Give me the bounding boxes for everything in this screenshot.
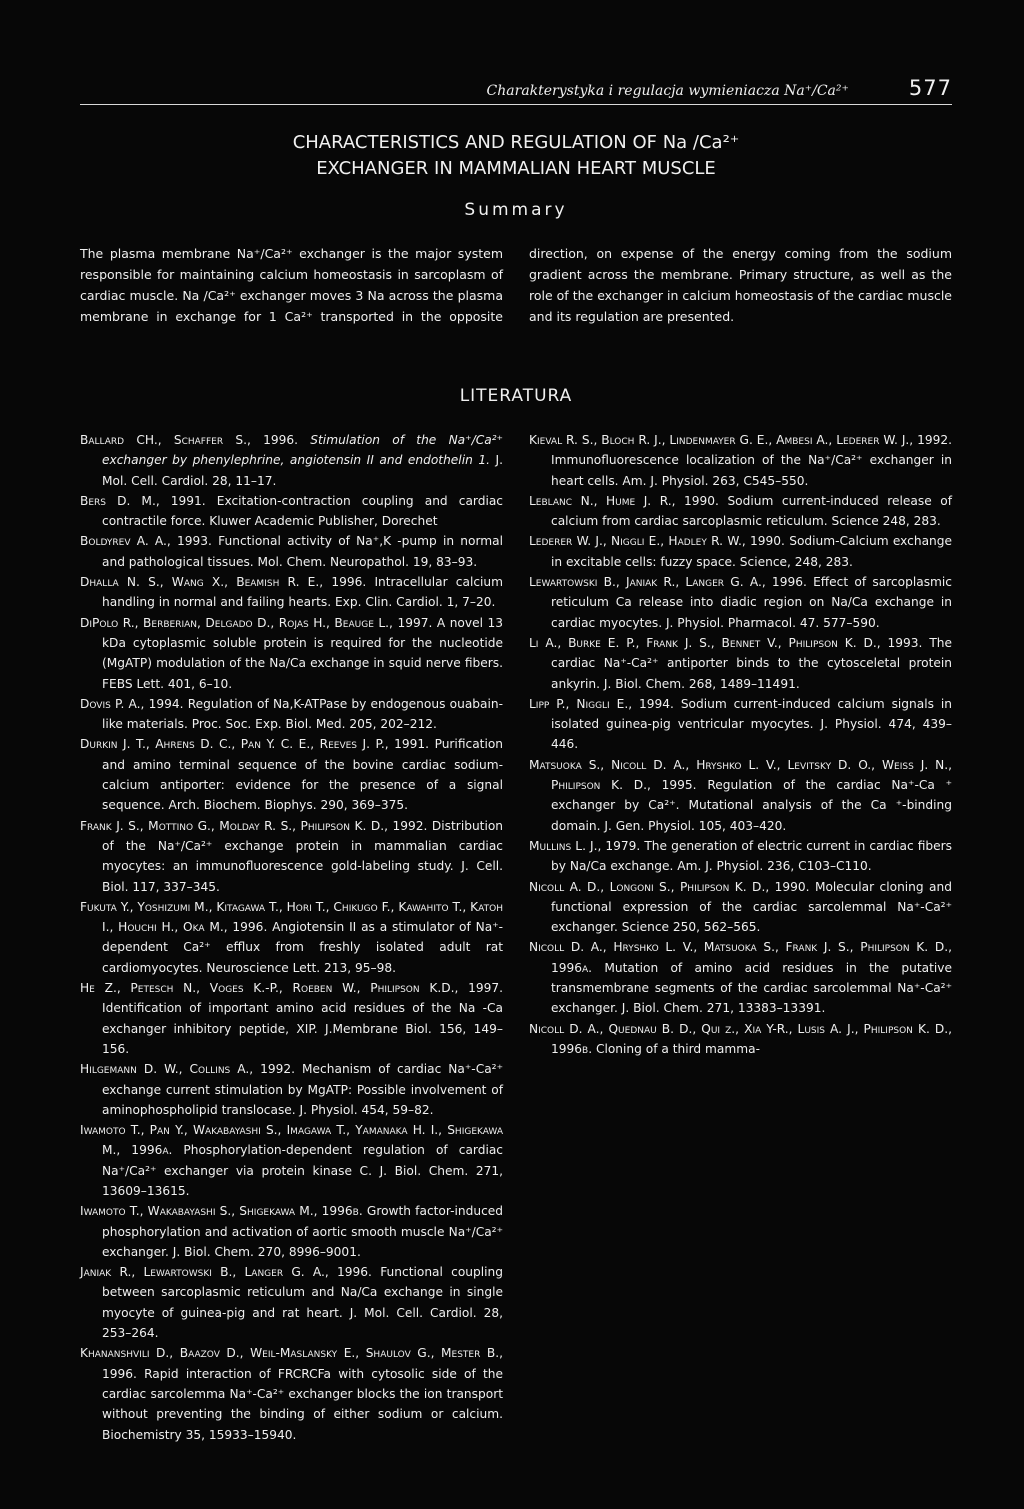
reference-item [80, 734, 503, 815]
reference-source: Regulation of Na,K-ATPase by endogenous ouabain-like materials. Proc. Soc. Exp. Biol. Med. 205, 202–212. [102, 696, 503, 732]
reference-authors: Fukuta Y., Yoshizumi M., Kitagawa T., Hori T., Chikugo F., Kawahito T., Katoh I., Houchi H., Oka M., 1996. [80, 899, 503, 935]
reference-item [529, 491, 952, 532]
reference-source: The generation of electric current in cardiac fibers by Na/Ca exchange. Am. J. Physiol. 236, C103–C110. [551, 838, 952, 874]
paper-title [80, 130, 952, 182]
reference-authors: Dhalla N. S., Wang X., Beamish R. E., 1996. [80, 575, 367, 590]
reference-source: Distribution of the Na⁺/Ca²⁺ exchange protein in mammalian cardiac myocytes: an immunofluorescence gold-labeling study. J. Cell. Biol. 117, 337–345. [102, 818, 504, 894]
reference-source: Intracellular calcium handling in normal and failing hearts. Exp. Clin. Cardiol. 1, 7–20. [102, 575, 504, 610]
reference-authors: Hilgemann D. W., Collins A., 1992. [80, 1062, 296, 1077]
reference-item [80, 491, 503, 532]
reference-source: Sodium current-induced release of calcium from cardiac sarcoplasmic reticulum. Science 248, 283. [551, 493, 952, 529]
reference-authors: Nicoll D. A., Quednau B. D., Qui z., Xia Y-R., Lusis A. J., Philipson K. D., 1996b. [529, 1021, 952, 1056]
reference-item [80, 1262, 503, 1343]
reference-authors: Lipp P., Niggli E., 1994. [529, 696, 674, 711]
reference-authors: Li A., Burke E. P., Frank J. S., Bennet V., Philipson K. D., 1993. [529, 635, 923, 650]
reference-authors: He Z., Petesch N., Voges K.-P., Roeben W., Philipson K.D., 1997. [80, 981, 503, 996]
summary-heading: Summary [464, 200, 568, 220]
reference-item [80, 694, 503, 735]
reference-item [529, 877, 952, 938]
reference-source: Angiotensin II as a stimulator of Na⁺-dependent Ca²⁺ efflux from freshly isolated adult rat cardiomyocytes. Neuroscience Lett. 213, 95–98. [102, 920, 504, 975]
reference-source: Molecular cloning and functional expression of the cardiac sarcolemmal Na⁺-Ca²⁺ exchanger. Science 250, 562–565. [551, 879, 952, 935]
reference-authors: Ballard CH., Schaffer S., 1996. [80, 433, 299, 447]
reference-source: Rapid interaction of FRCRCFa with cytosolic side of the cardiac sarcolemma Na⁺-Ca²⁺ exchanger blocks the ion transport without preventing the binding of either sodium or calcium. Biochemistry 35, 15933–15940. [102, 1366, 503, 1442]
reference-item [529, 694, 952, 755]
reference-authors: Iwamoto T., Wakabayashi S., Shigekawa M., 1996b. [80, 1204, 363, 1219]
reference-source: Effect of sarcoplasmic reticulum Ca release into diadic region on Na/Ca exchange in cardiac myocytes. J. Physiol. Pharmacol. 47. 577–590. [551, 575, 952, 630]
summary-body [80, 243, 952, 327]
reference-item [80, 897, 503, 978]
reference-authors: Nicoll A. D., Longoni S., Philipson K. D., 1990. [529, 879, 810, 894]
reference-source: J. Mol. Cell. Cardiol. 28, 11–17. [102, 453, 504, 488]
reference-authors: Dovis P. A., 1994. [80, 696, 184, 711]
reference-authors: Frank J. S., Mottino G., Molday R. S., Philipson K. D., 1992. [80, 818, 428, 833]
reference-authors: Iwamoto T., Pan Y., Wakabayashi S., Imagawa T., Yamanaka H. I., Shigekawa M., 1996a. [80, 1123, 503, 1158]
reference-source: Mechanism of cardiac Na⁺-Ca²⁺ exchange current stimulation by MgATP: Possible involvement of aminophospholipid translocase. J. Physiol. 454, 59–82. [102, 1062, 504, 1117]
reference-authors: Boldyrev A. A., 1993. [80, 534, 212, 549]
reference-item [529, 1019, 952, 1060]
reference-authors: Janiak R., Lewartowski B., Langer G. A., 1996. [80, 1265, 372, 1280]
reference-source: Identification of important amino acid residues of the Na -Ca exchanger inhibitory peptide, XIP. J.Membrane Biol. 156, 149–156. [102, 1001, 503, 1056]
reference-item [80, 1343, 503, 1444]
page-header [80, 76, 952, 105]
reference-source: Excitation-contraction coupling and cardiac contractile force. Kluwer Academic Publisher, Dorechet [102, 493, 504, 529]
reference-item [529, 572, 952, 633]
reference-authors: Lewartowski B., Janiak R., Langer G. A., 1996. [529, 575, 807, 590]
reference-item [80, 613, 503, 694]
reference-authors: Durkin J. T., Ahrens D. C., Pan Y. C. E., Reeves J. P., 1991. [80, 737, 430, 752]
reference-source: Regulation of the cardiac Na⁺-Ca ⁺ exchanger by Ca²⁺. Mutational analysis of the Ca ⁺-binding domain. J. Gen. Physiol. 105, 403–420. [551, 778, 953, 833]
reference-source: Cloning of a third mamma- [595, 1041, 760, 1056]
reference-authors: DiPolo R., Berberian, Delgado D., Rojas H., Beauge L., 1997. [80, 615, 433, 630]
reference-source: Sodium current-induced calcium signals in isolated guinea-pig ventricular myocytes. J. Physiol. 474, 439–446. [551, 696, 952, 752]
reference-item [529, 937, 952, 1018]
reference-item [529, 755, 952, 836]
reference-authors: Matsuoka S., Nicoll D. A., Hryshko L. V., Levitsky D. O., Weiss J. N., Philipson K. D., 1995. [529, 757, 952, 793]
literature-heading: LITERATURA [459, 386, 573, 406]
title-line-1: CHARACTERISTICS AND REGULATION OF Na /Ca²⁺ [292, 132, 740, 153]
reference-source: Phosphorylation-dependent regulation of cardiac Na⁺/Ca²⁺ exchanger via protein kinase C. J. Biol. Chem. 271, 13609–13615. [102, 1143, 503, 1198]
reference-authors: Lederer W. J., Niggli E., Hadley R. W., 1990. [529, 534, 785, 549]
running-title: Charakterystyka i regulacja wymieniacza Na⁺/Ca²⁺ [486, 83, 849, 99]
reference-authors: Mullins L. J., 1979. [529, 838, 641, 853]
reference-title: Stimulation of the Na⁺/Ca²⁺ exchanger by phenylephrine, angiotensin II and endothelin 1. [102, 433, 503, 468]
reference-item [80, 1059, 503, 1120]
reference-source: Purification and amino terminal sequence of the bovine cardiac sodium-calcium antiporter: evidence for the presence of a signal sequence. Arch. Biochem. Biophys. 290, 369–375. [102, 737, 504, 813]
reference-source: Mutation of amino acid residues in the putative transmembrane segments of the cardiac sarcolemmal Na⁺-Ca²⁺ exchanger. J. Biol. Chem. 271, 13383–13391. [551, 960, 952, 1016]
reference-item [80, 430, 503, 491]
reference-authors: Nicoll D. A., Hryshko L. V., Matsuoka S., Frank J. S., Philipson K. D., 1996a. [529, 940, 952, 975]
reference-item [529, 430, 952, 491]
reference-item [529, 836, 952, 877]
reference-item [529, 633, 952, 694]
reference-source: Functional activity of Na⁺,K -pump in normal and pathological tissues. Mol. Chem. Neuropathol. 19, 83–93. [102, 534, 504, 569]
reference-item [80, 531, 503, 572]
title-line-2: EXCHANGER IN MAMMALIAN HEART MUSCLE [316, 158, 716, 179]
page-number: 577 [908, 76, 952, 100]
reference-item [80, 1120, 503, 1201]
reference-item [80, 816, 503, 897]
reference-item [529, 531, 952, 572]
summary-text: The plasma membrane Na⁺/Ca²⁺ exchanger is the major system responsible for maintaining calcium homeostasis in sarcoplasm of cardiac muscle. Na /Ca²⁺ exchanger moves 3 Na across the plasma membrane in exchange for 1 Ca²⁺ transported in the opposite direction, on expense of the energy coming from the sodium gradient across the membrane. Primary structure, as well as the role of the exchanger in calcium homeostasis of the cardiac muscle and its regulation are presented. [80, 246, 952, 324]
reference-authors: Bers D. M., 1991. [80, 493, 206, 508]
reference-authors: Khananshvili D., Baazov D., Weil-Maslansky E., Shaulov G., Mester B., 1996. [80, 1346, 503, 1381]
reference-source: Growth factor-induced phosphorylation and activation of aortic smooth muscle Na⁺/Ca²⁺ exchanger. J. Biol. Chem. 270, 8996–9001. [102, 1204, 504, 1259]
reference-source: Immunofluorescence localization of the Na⁺/Ca²⁺ exchanger in heart cells. Am. J. Physiol. 263, C545–550. [551, 453, 952, 488]
reference-list [80, 430, 952, 1500]
reference-source: The cardiac Na⁺-Ca²⁺ antiporter binds to the cytosceletal protein ankyrin. J. Biol. Chem. 268, 1489–11491. [551, 635, 952, 691]
reference-source: Functional coupling between sarcoplasmic reticulum and Na/Ca exchange in single myocyte of guinea-pig and rat heart. J. Mol. Cell. Cardiol. 28, 253–264. [102, 1265, 504, 1341]
reference-item [80, 1201, 503, 1262]
reference-source: Sodium-Calcium exchange in excitable cells: fuzzy space. Science, 248, 283. [551, 534, 952, 569]
reference-item [80, 572, 503, 613]
reference-authors: Leblanc N., Hume J. R., 1990. [529, 493, 719, 508]
reference-authors: Kieval R. S., Bloch R. J., Lindenmayer G. E., Ambesi A., Lederer W. J., 1992. [529, 433, 952, 447]
reference-item [80, 978, 503, 1059]
reference-source: A novel 13 kDa cytoplasmic soluble protein is required for the nucleotide (MgATP) modulation of the Na/Ca exchange in squid nerve fibers. FEBS Lett. 401, 6–10. [102, 615, 504, 691]
